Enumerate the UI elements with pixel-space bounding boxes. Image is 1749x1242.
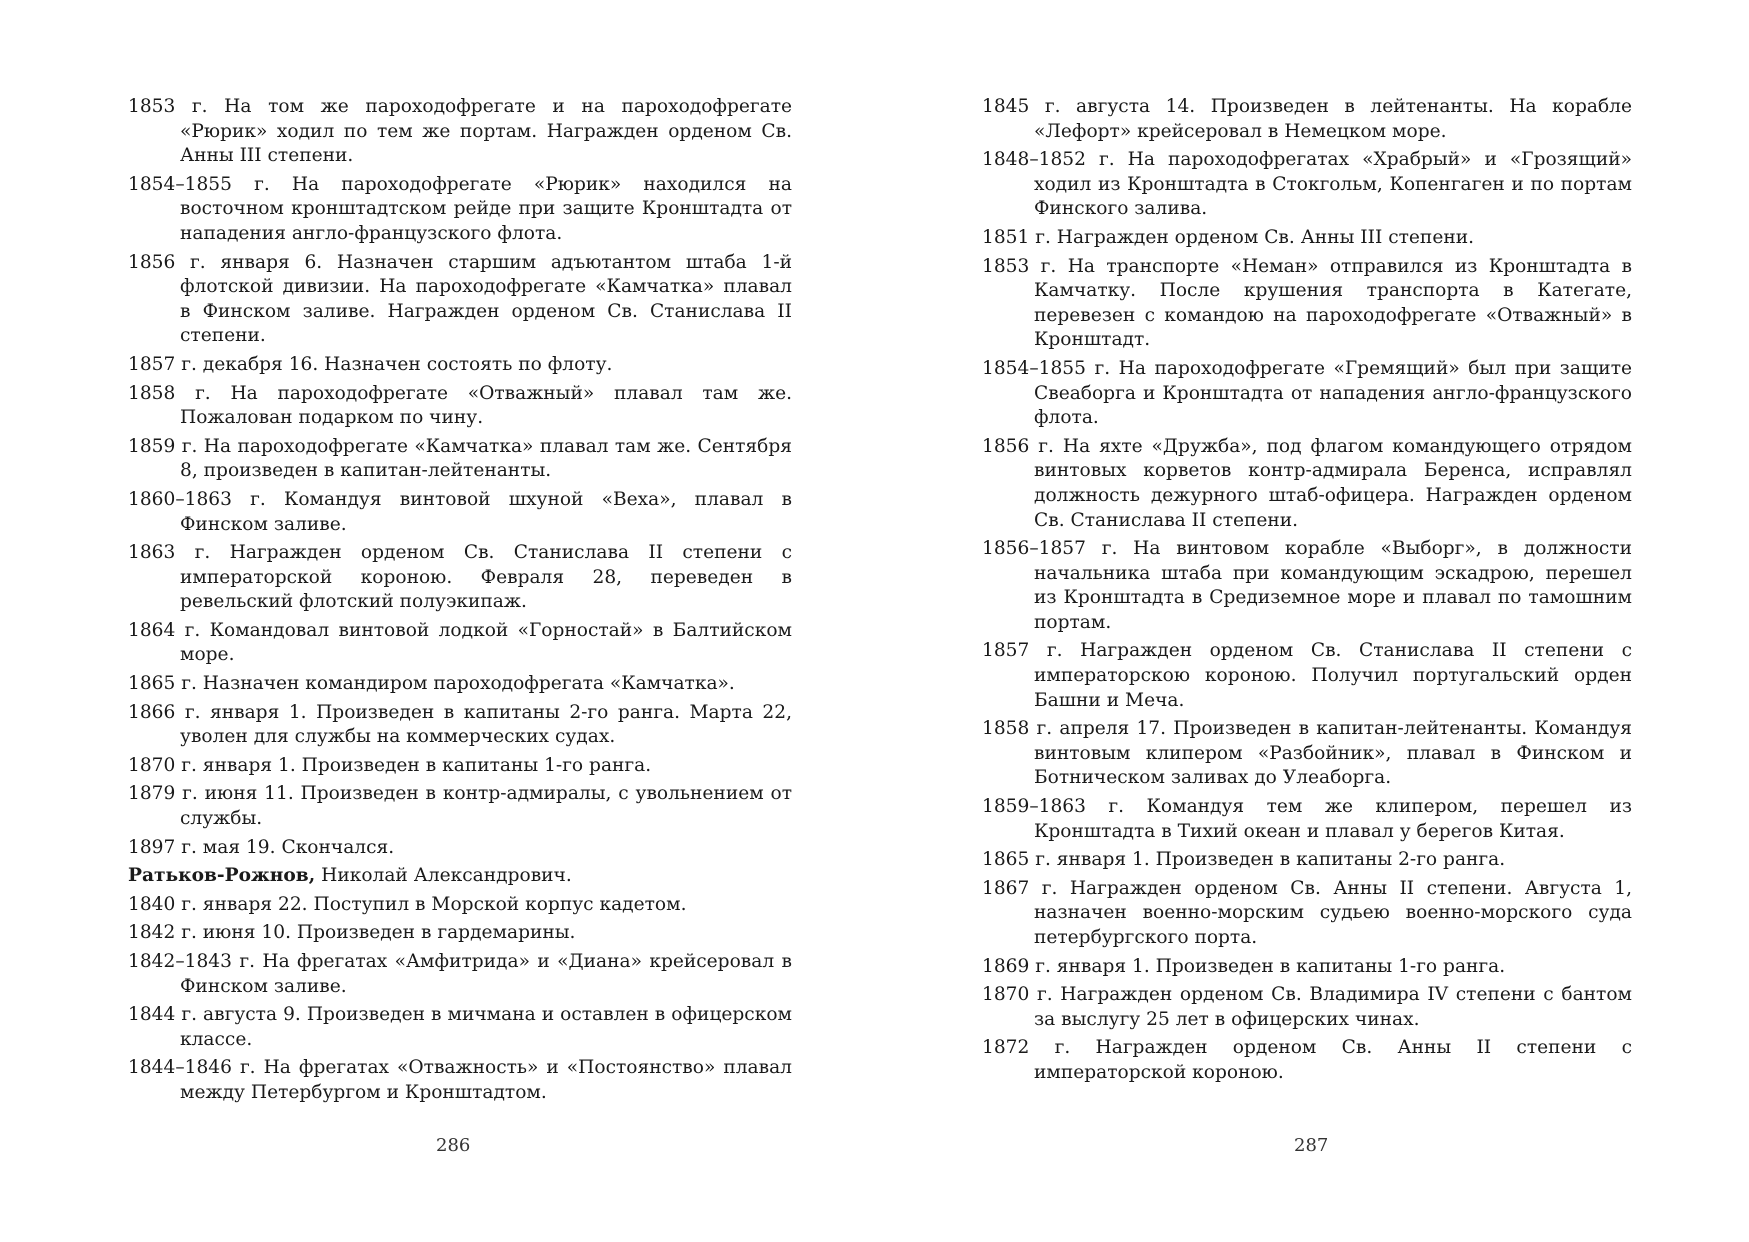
entry: 1865 г. января 1. Произведен в капитаны 2-го ранга. [982, 849, 1506, 871]
entry: 1863 г. Награжден орденом Св. Станислава II степени с императорской короною. Февраля 28, переведен в ревельский флотский полуэкипаж. [128, 542, 792, 613]
entry: 1854–1855 г. На пароходофрегате «Рюрик» находился на восточном кронштадтском рейде при защите Кронштадта от нападения англо-французского флота. [128, 173, 792, 244]
entry: 1866 г. января 1. Произведен в капитаны 2-го ранга. Марта 22, уволен для службы на коммерческих судах. [128, 701, 792, 748]
entry: 1856 г. января 6. Назначен старшим адъютантом штаба 1-й флотской дивизии. На пароходофрегате «Камчатка» плавал в Финском заливе. Награжден орденом Св. Станислава II степени. [128, 251, 792, 347]
entry: 1859–1863 г. Командуя тем же клипером, перешел из Кронштадта в Тихий океан и плавал у берегов Китая. [982, 796, 1632, 842]
page-number-right: 287 [1294, 1135, 1329, 1156]
page-number-left: 286 [436, 1135, 471, 1156]
entry: 1845 г. августа 14. Произведен в лейтенанты. На корабле «Лефорт» крейсеровал в Немецком море. [982, 96, 1632, 142]
entry: 1864 г. Командовал винтовой лодкой «Горностай» в Балтийском море. [128, 619, 792, 666]
entry: 1870 г. Награжден орденом Св. Владимира IV степени с бантом за выслугу 25 лет в офицерских чинах. [982, 984, 1632, 1030]
person-name: Ратьков-Рожнов, [128, 865, 316, 887]
entry: 1853 г. На транспорте «Неман» отправился из Кронштадта в Камчатку. После крушения транспорта в Категате, перевезен с командою на пароходофрегате «Отважный» в Кронштадт. [982, 255, 1632, 351]
entry: 1869 г. января 1. Произведен в капитаны 1-го ранга. [982, 955, 1506, 977]
entry: 1867 г. Награжден орденом Св. Анны II степени. Августа 1, назначен военно-морским судьею военно-морского суда петербургского порта. [982, 877, 1632, 948]
entry: 1870 г. января 1. Произведен в капитаны 1-го ранга. [128, 754, 652, 776]
entry: 1865 г. Назначен командиром пароходофрегата «Камчатка». [128, 673, 735, 695]
entry: 1851 г. Награжден орденом Св. Анны III степени. [982, 226, 1475, 248]
entry: 1853 г. На том же пароходофрегате и на пароходофрегате «Рюрик» ходил по тем же портам. Награжден орденом Св. Анны III степени. [128, 96, 792, 167]
entry: 1879 г. июня 11. Произведен в контр-адмиралы, с увольнением от службы. [128, 783, 792, 830]
right-page [982, 95, 1632, 1090]
entry: 1842 г. июня 10. Произведен в гардемарины. [128, 922, 576, 944]
entry: 1854–1855 г. На пароходофрегате «Гремящий» был при защите Свеаборга и Кронштадта от нападения англо-французского флота. [982, 357, 1632, 429]
entry: 1897 г. мая 19. Скончался. [128, 836, 395, 858]
entry: 1856–1857 г. На винтовом корабле «Выборг», в должности начальника штаба при командующим эскадрою, перешел из Кронштадта в Средиземное море и плавал по тамошним портам. [982, 538, 1632, 633]
entry: 1860–1863 г. Командуя винтовой шхуной «Веха», плавал в Финском заливе. [128, 488, 792, 535]
entry: 1844 г. августа 9. Произведен в мичмана и оставлен в офицерском классе. [128, 1004, 792, 1050]
entry: 1848–1852 г. На пароходофрегатах «Храбрый» и «Грозящий» ходил из Кронштадта в Стокгольм, Копенгаген и по портам Финского залива. [982, 149, 1632, 220]
entry: 1842–1843 г. На фрегатах «Амфитрида» и «Диана» крейсеровал в Финском заливе. [128, 951, 792, 997]
entry: 1858 г. На пароходофрегате «Отважный» плавал там же. Пожалован подарком по чину. [128, 382, 792, 429]
entry: 1856 г. На яхте «Дружба», под флагом командующего отрядом винтовых корветов контр-адмирала Беренса, исправлял должность дежурного штаб-офицера. Награжден орденом Св. Станислава II степени. [982, 435, 1632, 531]
person-heading [128, 864, 792, 889]
entry: 1857 г. Награжден орденом Св. Станислава II степени с императорскою короною. Получил португальский орден Башни и Меча. [982, 640, 1632, 711]
entry: 1858 г. апреля 17. Произведен в капитан-лейтенанты. Командуя винтовым клипером «Разбойник», плавал в Финском и Ботническом заливах до Улеаборга. [982, 718, 1632, 789]
entry: 1844–1846 г. На фрегатах «Отважность» и «Постоянство» плавал между Петербургом и Кронштадтом. [128, 1057, 792, 1103]
entry: 1872 г. Награжден орденом Св. Анны II степени с императорской короною. [982, 1037, 1632, 1083]
person-full-name: Николай Александрович. [315, 865, 572, 887]
entry: 1840 г. января 22. Поступил в Морской корпус кадетом. [128, 893, 687, 915]
left-page [128, 95, 792, 1110]
entry: 1857 г. декабря 16. Назначен состоять по флоту. [128, 353, 613, 375]
entry: 1859 г. На пароходофрегате «Камчатка» плавал там же. Сентября 8, произведен в капитан-лейтенанты. [128, 435, 792, 482]
